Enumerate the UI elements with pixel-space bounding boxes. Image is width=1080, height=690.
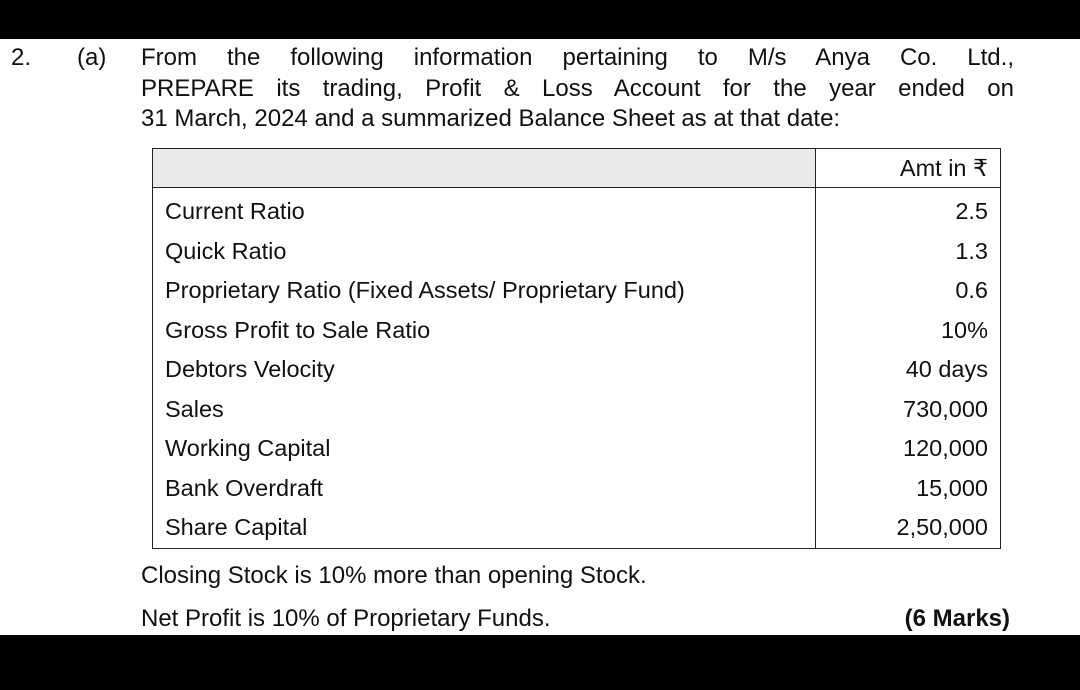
question-number: 2. (11, 44, 32, 71)
table-row (153, 232, 1001, 272)
table-header-row (153, 149, 1001, 188)
document-page (0, 39, 1080, 635)
note-closing-stock: Closing Stock is 10% more than opening Stock. (141, 562, 647, 589)
note-net-profit: Net Profit is 10% of Proprietary Funds. (141, 605, 551, 632)
table-row (153, 350, 1001, 390)
table-row (153, 311, 1001, 351)
question-part: (a) (77, 44, 107, 71)
row-value: 0.6 (816, 271, 1001, 311)
row-value: 15,000 (816, 469, 1001, 509)
marks-label: (6 Marks) (904, 605, 1010, 632)
row-label: Share Capital (153, 508, 816, 548)
table-row (153, 188, 1001, 232)
question-text-line: 31 March, 2024 and a summarized Balance Sheet as at that date: (141, 105, 841, 132)
row-label: Bank Overdraft (153, 469, 816, 509)
question-text-line: PREPARE its trading, Profit & Loss Account for the year ended on (141, 74, 1014, 102)
question-text-line: From the following information pertaining to M/s Anya Co. Ltd., (141, 44, 1014, 71)
row-value: 1.3 (816, 232, 1001, 272)
question-text (141, 43, 1014, 135)
row-value: 120,000 (816, 429, 1001, 469)
table-row (153, 469, 1001, 509)
table-header-amount: Amt in ₹ (816, 149, 1001, 188)
row-label: Quick Ratio (153, 232, 816, 272)
row-label: Current Ratio (153, 188, 816, 232)
table-row (153, 429, 1001, 469)
row-value: 2.5 (816, 188, 1001, 232)
row-value: 10% (816, 311, 1001, 351)
row-label: Proprietary Ratio (Fixed Assets/ Proprietary Fund) (153, 271, 816, 311)
table-row (153, 271, 1001, 311)
table-row (153, 390, 1001, 430)
table-header-item (153, 149, 816, 188)
row-label: Working Capital (153, 429, 816, 469)
row-value: 2,50,000 (816, 508, 1001, 548)
information-table (152, 148, 1001, 549)
table-row (153, 508, 1001, 548)
row-label: Debtors Velocity (153, 350, 816, 390)
row-label: Gross Profit to Sale Ratio (153, 311, 816, 351)
row-label: Sales (153, 390, 816, 430)
row-value: 730,000 (816, 390, 1001, 430)
row-value: 40 days (816, 350, 1001, 390)
